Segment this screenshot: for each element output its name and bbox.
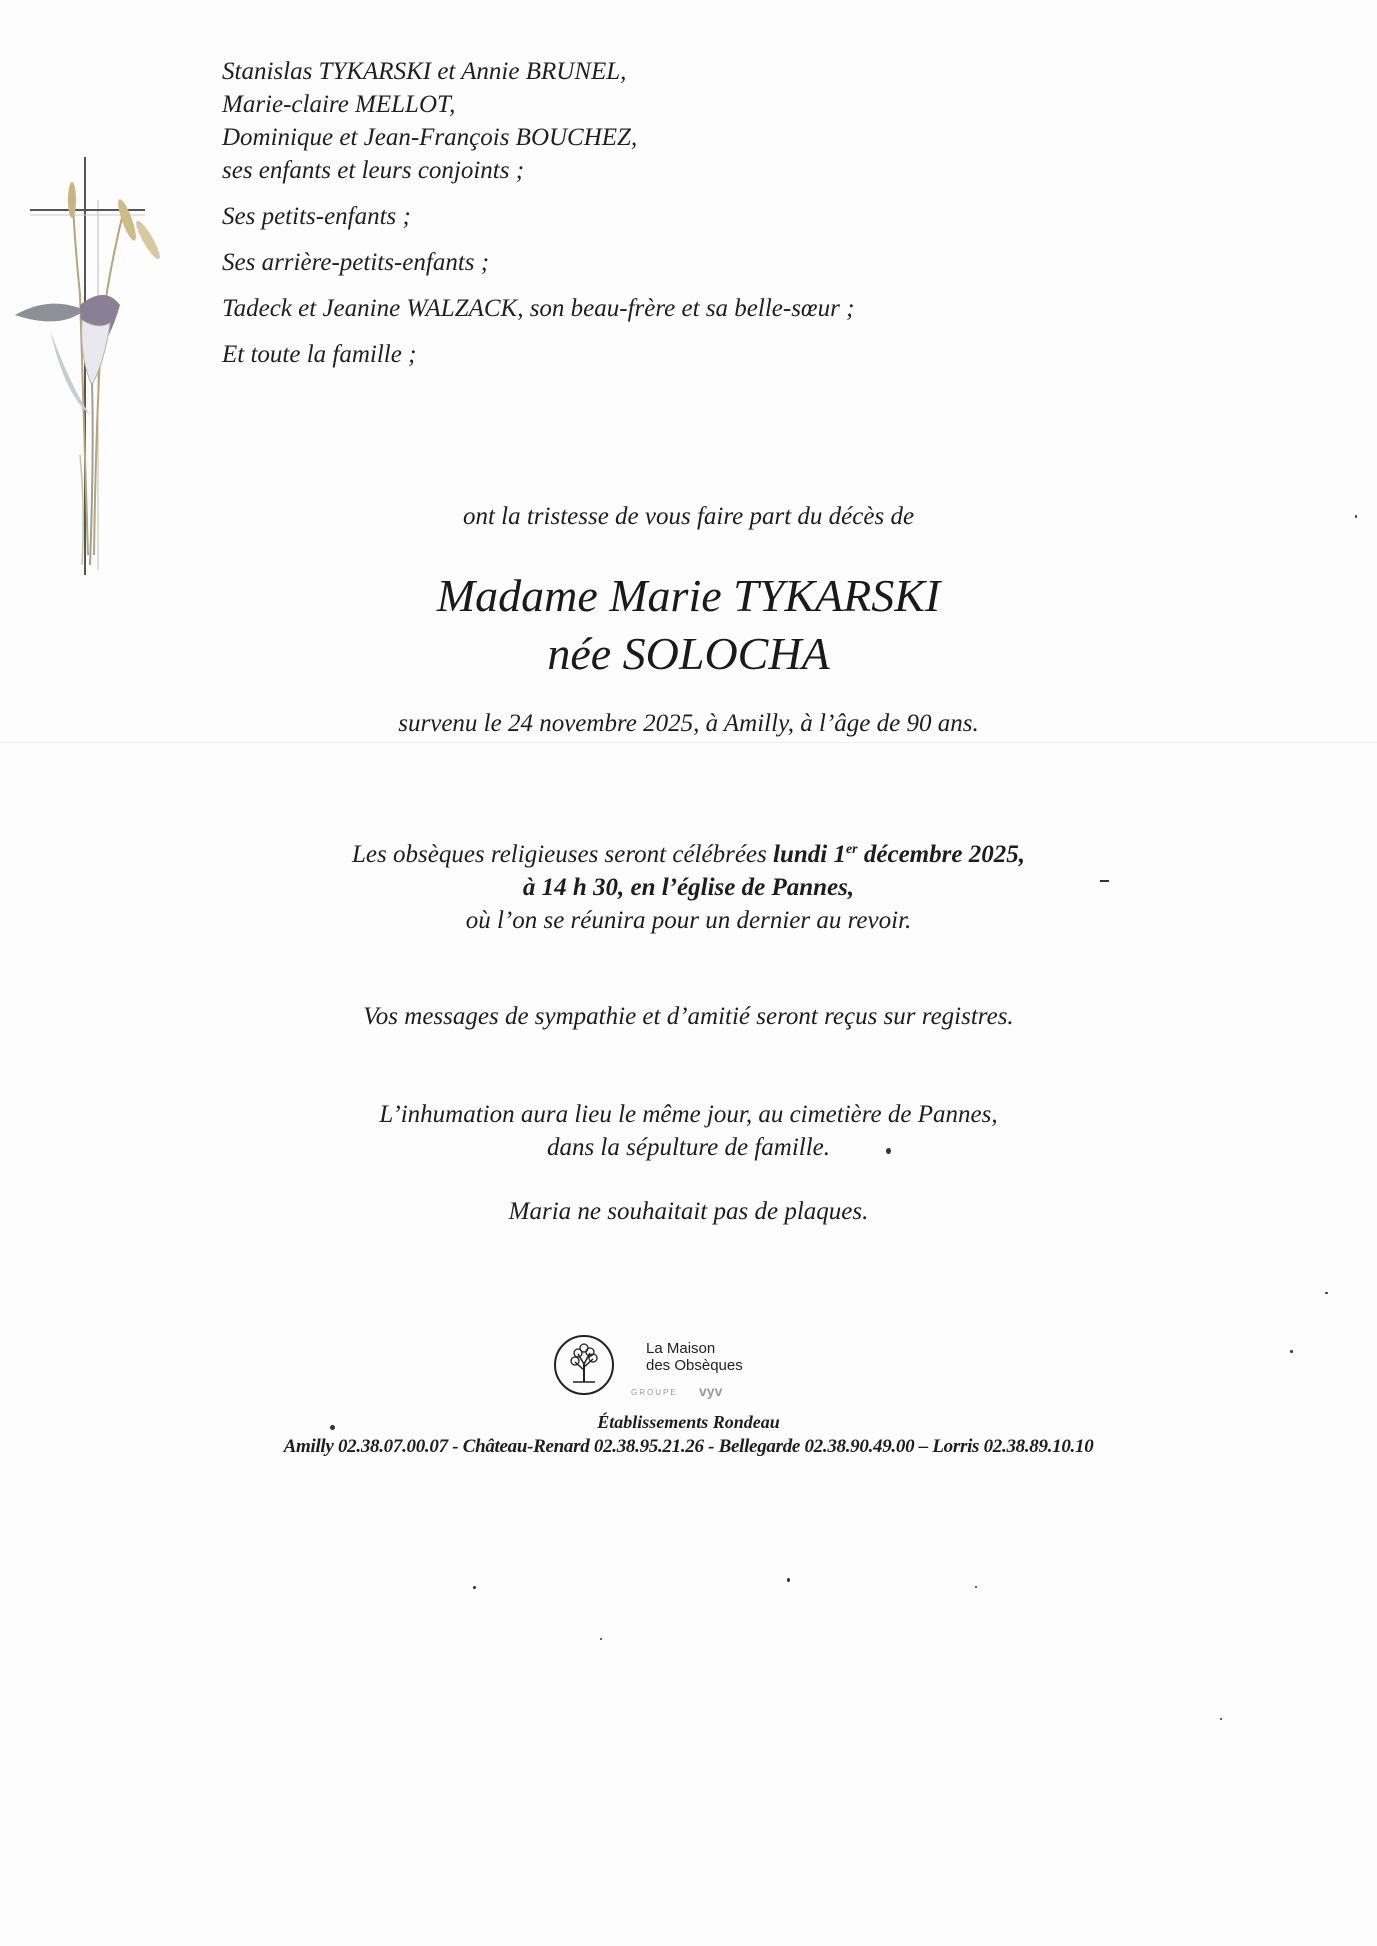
sympathy-messages: Vos messages de sympathie et d’amitié seront reçus sur registres. [363, 1003, 1014, 1030]
scan-speck [330, 1425, 335, 1430]
scan-fold-line [0, 742, 1377, 743]
establishment-phones: Amilly 02.38.07.00.07 - Château-Renard 02.38.95.21.26 - Bellegarde 02.38.90.49.00 – Lorris 02.38.89.10.10 [283, 1436, 1094, 1457]
scan-speck [787, 1578, 790, 1582]
plaques-note: Maria ne souhaitait pas de plaques. [508, 1198, 869, 1225]
scan-speck [1100, 880, 1109, 882]
family-line: ses enfants et leurs conjoints ; [222, 157, 525, 184]
scan-speck [975, 1586, 977, 1588]
logo-brand: vyv [699, 1383, 723, 1399]
funeral-day: lundi 1 [773, 841, 846, 868]
scan-speck [886, 1148, 891, 1154]
funeral-day-suffix: er [845, 842, 858, 857]
family-line: Ses petits-enfants ; [222, 203, 411, 230]
funeral-home-logo [553, 1334, 743, 1404]
burial-details [0, 1098, 1377, 1164]
scan-speck [600, 1638, 602, 1640]
family-list [222, 55, 854, 371]
logo-group-label: GROUPE [631, 1388, 678, 1397]
funeral-line-2 [0, 871, 1377, 904]
funeral-line-1 [0, 838, 1377, 871]
logo-line-1: La Maison [646, 1340, 716, 1357]
logo-line-2: des Obsèques [646, 1357, 743, 1374]
announcement-intro: ont la tristesse de vous faire part du décès de [462, 503, 915, 530]
family-line: Stanislas TYKARSKI et Annie BRUNEL, [222, 58, 627, 85]
burial-line-2: dans la sépulture de famille. [546, 1134, 831, 1161]
funeral-details [0, 838, 1377, 937]
funeral-month-year: décembre 2025, [857, 841, 1025, 868]
scan-speck [1220, 1718, 1222, 1720]
scan-speck [1325, 1292, 1328, 1294]
scan-speck [1355, 515, 1357, 518]
scan-speck [473, 1586, 476, 1589]
family-line: Ses arrière-petits-enfants ; [222, 249, 490, 276]
logo-wordmark [646, 1340, 743, 1374]
family-line: Et toute la famille ; [222, 341, 417, 368]
family-line: Marie-claire MELLOT, [222, 91, 456, 118]
tree-logo-icon [553, 1334, 615, 1396]
death-details: survenu le 24 novembre 2025, à Amilly, à l’âge de 90 ans. [398, 710, 979, 737]
deceased-name: Madame Marie TYKARSKI [436, 570, 941, 621]
funeral-line-3: où l’on se réunira pour un dernier au revoir. [465, 907, 912, 934]
establishment-name: Établissements Rondeau [597, 1412, 780, 1432]
family-line: Tadeck et Jeanine WALZACK, son beau-frère et sa belle-sœur ; [222, 295, 855, 322]
scan-speck [1290, 1350, 1293, 1353]
funeral-line-1-text: Les obsèques religieuses seront célébrées [352, 841, 774, 868]
deceased-maiden-name: née SOLOCHA [547, 628, 830, 679]
family-line: Dominique et Jean-François BOUCHEZ, [222, 124, 638, 151]
burial-line-1: L’inhumation aura lieu le même jour, au cimetière de Pannes, [379, 1101, 998, 1128]
funeral-time-place: à 14 h 30, en l’église de Pannes, [522, 874, 855, 901]
